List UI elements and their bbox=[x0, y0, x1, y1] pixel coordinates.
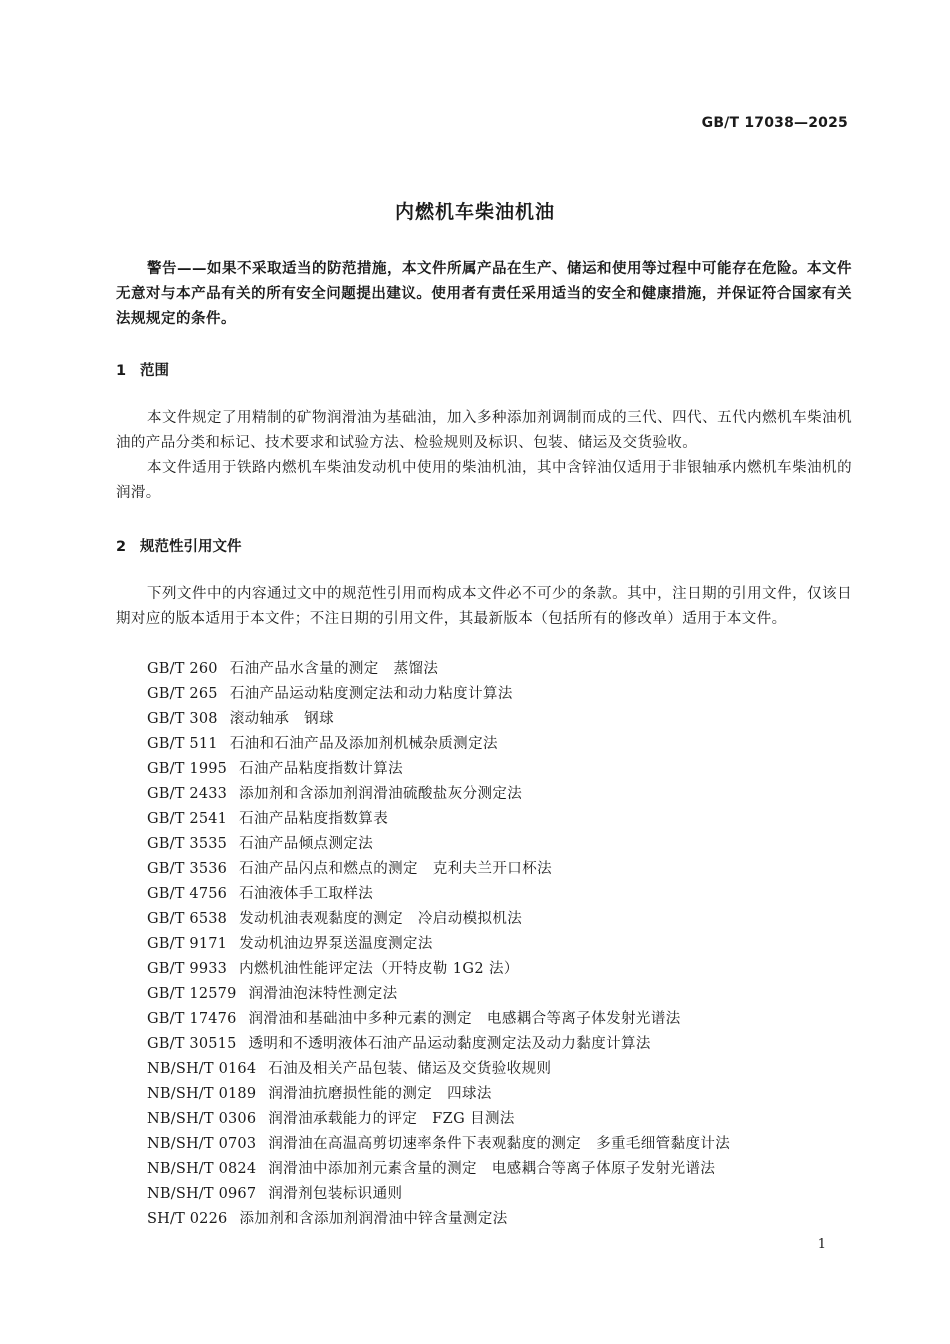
warning-paragraph: 警告——如果不采取适当的防范措施，本文件所属产品在生产、储运和使用等过程中可能存在危险。本文件无意对与本产品有关的所有安全问题提出建议。使用者有责任采用适当的安全和健康措施，并保证符合国家有关法规规定的条件。 bbox=[116, 261, 852, 327]
reference-title: 润滑油泡沫特性测定法 bbox=[248, 986, 398, 1002]
reference-item bbox=[147, 1082, 730, 1107]
reference-title: 石油及相关产品包装、储运及交货验收规则 bbox=[268, 1061, 552, 1077]
reference-item bbox=[147, 832, 730, 857]
reference-title: 石油产品闪点和燃点的测定 克利夫兰开口杯法 bbox=[239, 861, 553, 877]
reference-item bbox=[147, 682, 730, 707]
reference-item bbox=[147, 932, 730, 957]
reference-item bbox=[147, 757, 730, 782]
reference-code: GB/T 1995 bbox=[147, 761, 228, 777]
reference-code: GB/T 9171 bbox=[147, 936, 228, 952]
section-number: 2 bbox=[116, 539, 127, 555]
reference-item bbox=[147, 1107, 730, 1132]
reference-code: GB/T 12579 bbox=[147, 986, 237, 1002]
scope-paragraph-2: 本文件适用于铁路内燃机车柴油发动机中使用的柴油机油，其中含锌油仅适用于非银轴承内燃机车柴油机的润滑。 bbox=[116, 460, 852, 501]
reference-item bbox=[147, 707, 730, 732]
reference-item bbox=[147, 657, 730, 682]
normative-references-intro: 下列文件中的内容通过文中的规范性引用而构成本文件必不可少的条款。其中，注日期的引用文件，仅该日期对应的版本适用于本文件；不注日期的引用文件，其最新版本（包括所有的修改单）适用于本文件。 bbox=[116, 586, 852, 627]
reference-item bbox=[147, 1132, 730, 1157]
reference-item bbox=[147, 807, 730, 832]
reference-item bbox=[147, 957, 730, 982]
reference-title: 石油和石油产品及添加剂机械杂质测定法 bbox=[229, 736, 498, 752]
reference-title: 内燃机油性能评定法（开特皮勒 1G2 法） bbox=[239, 961, 519, 977]
reference-code: GB/T 9933 bbox=[147, 961, 228, 977]
page-title: 内燃机车柴油机油 bbox=[394, 201, 555, 223]
reference-code: NB/SH/T 0824 bbox=[147, 1161, 257, 1177]
reference-title: 添加剂和含添加剂润滑油硫酸盐灰分测定法 bbox=[239, 786, 523, 802]
page-number: 1 bbox=[817, 1237, 826, 1252]
reference-code: GB/T 2433 bbox=[147, 786, 228, 802]
reference-item bbox=[147, 857, 730, 882]
reference-title: 石油产品水含量的测定 蒸馏法 bbox=[229, 661, 439, 677]
reference-item bbox=[147, 1057, 730, 1082]
reference-title: 发动机油边界泵送温度测定法 bbox=[239, 936, 433, 952]
reference-title: 发动机油表观黏度的测定 冷启动模拟机法 bbox=[239, 911, 523, 927]
section-title: 范围 bbox=[140, 363, 169, 379]
section-1-heading bbox=[116, 359, 169, 380]
reference-code: NB/SH/T 0189 bbox=[147, 1086, 257, 1102]
section-2-heading bbox=[116, 535, 242, 556]
reference-code: NB/SH/T 0164 bbox=[147, 1061, 257, 1077]
reference-title: 润滑油承载能力的评定 FZG 目测法 bbox=[268, 1111, 515, 1127]
reference-code: NB/SH/T 0703 bbox=[147, 1136, 257, 1152]
reference-item bbox=[147, 1207, 730, 1232]
reference-title: 石油产品粘度指数计算法 bbox=[239, 761, 404, 777]
reference-code: SH/T 0226 bbox=[147, 1211, 228, 1227]
reference-code: NB/SH/T 0306 bbox=[147, 1111, 257, 1127]
reference-list bbox=[147, 657, 730, 1232]
reference-title: 石油液体手工取样法 bbox=[239, 886, 374, 902]
reference-title: 润滑油抗磨损性能的测定 四球法 bbox=[268, 1086, 492, 1102]
reference-item bbox=[147, 982, 730, 1007]
reference-code: GB/T 17476 bbox=[147, 1011, 237, 1027]
reference-title: 润滑剂包装标识通则 bbox=[268, 1186, 403, 1202]
reference-title: 石油产品粘度指数算表 bbox=[239, 811, 389, 827]
reference-code: GB/T 2541 bbox=[147, 811, 228, 827]
reference-code: GB/T 308 bbox=[147, 711, 218, 727]
reference-item bbox=[147, 1157, 730, 1182]
reference-title: 透明和不透明液体石油产品运动黏度测定法及动力黏度计算法 bbox=[248, 1036, 651, 1052]
reference-item bbox=[147, 1032, 730, 1057]
reference-title: 石油产品运动粘度测定法和动力粘度计算法 bbox=[229, 686, 513, 702]
reference-item bbox=[147, 882, 730, 907]
reference-title: 石油产品倾点测定法 bbox=[239, 836, 374, 852]
section-title: 规范性引用文件 bbox=[140, 539, 242, 555]
section-number: 1 bbox=[116, 363, 127, 379]
standard-number: GB/T 17038—2025 bbox=[701, 115, 848, 131]
reference-code: GB/T 30515 bbox=[147, 1036, 237, 1052]
reference-code: GB/T 260 bbox=[147, 661, 218, 677]
reference-title: 添加剂和含添加剂润滑油中锌含量测定法 bbox=[239, 1211, 508, 1227]
scope-paragraph-1: 本文件规定了用精制的矿物润滑油为基础油，加入多种添加剂调制而成的三代、四代、五代内燃机车柴油机油的产品分类和标记、技术要求和试验方法、检验规则及标识、包装、储运及交货验收。 bbox=[116, 410, 852, 451]
reference-title: 润滑油和基础油中多种元素的测定 电感耦合等离子体发射光谱法 bbox=[248, 1011, 681, 1027]
reference-item bbox=[147, 732, 730, 757]
reference-title: 滚动轴承 钢球 bbox=[229, 711, 334, 727]
reference-code: NB/SH/T 0967 bbox=[147, 1186, 257, 1202]
reference-code: GB/T 6538 bbox=[147, 911, 228, 927]
reference-code: GB/T 265 bbox=[147, 686, 218, 702]
reference-item bbox=[147, 907, 730, 932]
reference-item bbox=[147, 1007, 730, 1032]
reference-title: 润滑油中添加剂元素含量的测定 电感耦合等离子体原子发射光谱法 bbox=[268, 1161, 716, 1177]
reference-item bbox=[147, 1182, 730, 1207]
reference-code: GB/T 511 bbox=[147, 736, 218, 752]
reference-code: GB/T 3535 bbox=[147, 836, 228, 852]
reference-item bbox=[147, 782, 730, 807]
reference-code: GB/T 3536 bbox=[147, 861, 228, 877]
reference-code: GB/T 4756 bbox=[147, 886, 228, 902]
reference-title: 润滑油在高温高剪切速率条件下表观黏度的测定 多重毛细管黏度计法 bbox=[268, 1136, 731, 1152]
